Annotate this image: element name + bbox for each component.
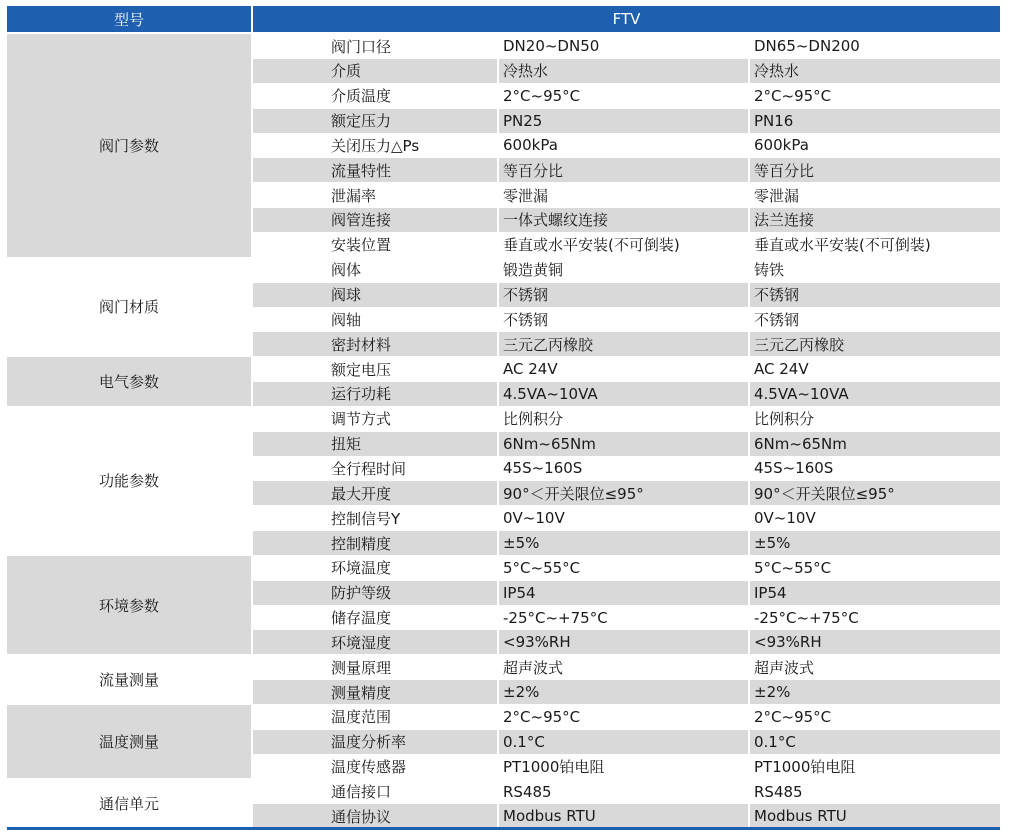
param-name-cell: 防护等级 — [253, 581, 497, 605]
table-row — [253, 34, 1000, 58]
table-row — [253, 84, 1000, 108]
param-value-cell: 0V~10V — [499, 506, 748, 530]
param-name-cell: 额定压力 — [253, 109, 497, 133]
table-row — [253, 680, 1000, 704]
param-value-cell: IP54 — [499, 581, 748, 605]
param-value-cell: ±5% — [499, 531, 748, 555]
param-name-cell: 测量精度 — [253, 680, 497, 704]
param-value-cell: 0.1°C — [750, 730, 1000, 754]
param-name-cell: 通信接口 — [253, 780, 497, 804]
param-value-cell: -25°C~+75°C — [499, 606, 748, 630]
param-value-cell: 2°C~95°C — [750, 84, 1000, 108]
param-value-cell: DN65~DN200 — [750, 34, 1000, 58]
param-value-cell: 等百分比 — [750, 158, 1000, 182]
param-name-cell: 测量原理 — [253, 655, 497, 679]
param-value-cell: 5°C~55°C — [750, 556, 1000, 580]
table-row — [253, 283, 1000, 307]
param-value-cell: 冷热水 — [499, 59, 748, 83]
table-row — [253, 506, 1000, 530]
group-label: 阀门参数 — [7, 34, 251, 257]
param-value-cell: 三元乙丙橡胶 — [499, 332, 748, 356]
table-row — [253, 183, 1000, 207]
table-row — [253, 432, 1000, 456]
param-value-cell: 45S~160S — [499, 456, 748, 480]
table-row — [253, 208, 1000, 232]
param-value-cell: 一体式螺纹连接 — [499, 208, 748, 232]
param-value-cell: 不锈钢 — [750, 283, 1000, 307]
table-row — [253, 730, 1000, 754]
param-value-cell: 6Nm~65Nm — [499, 432, 748, 456]
table-row — [253, 307, 1000, 331]
param-name-cell: 储存温度 — [253, 606, 497, 630]
group-label: 通信单元 — [7, 780, 251, 829]
param-value-cell: 超声波式 — [499, 655, 748, 679]
table-row — [253, 109, 1000, 133]
param-value-cell: 零泄漏 — [750, 183, 1000, 207]
param-name-cell: 调节方式 — [253, 407, 497, 431]
group-label: 温度测量 — [7, 705, 251, 779]
param-value-cell: IP54 — [750, 581, 1000, 605]
param-value-cell: 90°＜开关限位≤95° — [499, 481, 748, 505]
param-name-cell: 运行功耗 — [253, 382, 497, 406]
table-row — [253, 531, 1000, 555]
param-value-cell: 5°C~55°C — [499, 556, 748, 580]
table-row — [253, 233, 1000, 257]
table-row — [253, 382, 1000, 406]
group-label: 功能参数 — [7, 407, 251, 555]
param-value-cell: 不锈钢 — [750, 307, 1000, 331]
param-value-cell: PT1000铂电阻 — [499, 755, 748, 779]
table-row — [253, 158, 1000, 182]
param-value-cell: 0V~10V — [750, 506, 1000, 530]
param-name-cell: 阀门口径 — [253, 34, 497, 58]
table-row — [253, 59, 1000, 83]
param-value-cell: 三元乙丙橡胶 — [750, 332, 1000, 356]
table-row — [253, 332, 1000, 356]
table-row — [253, 407, 1000, 431]
table-row — [253, 258, 1000, 282]
param-name-cell: 阀球 — [253, 283, 497, 307]
table-row — [253, 606, 1000, 630]
table-row — [253, 481, 1000, 505]
header-model-value: FTV — [253, 6, 1000, 32]
bottom-divider — [7, 827, 1000, 830]
param-name-cell: 全行程时间 — [253, 456, 497, 480]
table-row — [253, 780, 1000, 804]
param-name-cell: 温度范围 — [253, 705, 497, 729]
param-name-cell: 最大开度 — [253, 481, 497, 505]
table-row — [253, 456, 1000, 480]
param-name-cell: 温度传感器 — [253, 755, 497, 779]
param-value-cell: 4.5VA~10VA — [499, 382, 748, 406]
param-name-cell: 环境湿度 — [253, 630, 497, 654]
param-value-cell: <93%RH — [499, 630, 748, 654]
param-name-cell: 环境温度 — [253, 556, 497, 580]
table-row — [253, 133, 1000, 157]
param-value-cell: 零泄漏 — [499, 183, 748, 207]
param-name-cell: 介质温度 — [253, 84, 497, 108]
param-value-cell: 不锈钢 — [499, 307, 748, 331]
param-value-cell: 不锈钢 — [499, 283, 748, 307]
param-value-cell: RS485 — [750, 780, 1000, 804]
param-value-cell: 6Nm~65Nm — [750, 432, 1000, 456]
param-name-cell: 流量特性 — [253, 158, 497, 182]
param-name-cell: 介质 — [253, 59, 497, 83]
param-value-cell: ±5% — [750, 531, 1000, 555]
param-value-cell: 0.1°C — [499, 730, 748, 754]
table-row — [253, 630, 1000, 654]
param-value-cell: 4.5VA~10VA — [750, 382, 1000, 406]
param-name-cell: 通信协议 — [253, 804, 497, 828]
param-value-cell: 600kPa — [499, 133, 748, 157]
param-name-cell: 关闭压力△Ps — [253, 133, 497, 157]
param-value-cell: RS485 — [499, 780, 748, 804]
param-name-cell: 泄漏率 — [253, 183, 497, 207]
param-name-cell: 控制信号Y — [253, 506, 497, 530]
param-value-cell: 90°＜开关限位≤95° — [750, 481, 1000, 505]
table-row — [253, 655, 1000, 679]
param-name-cell: 扭矩 — [253, 432, 497, 456]
param-value-cell: <93%RH — [750, 630, 1000, 654]
param-value-cell: 垂直或水平安装(不可倒装) — [499, 233, 748, 257]
param-value-cell: 铸铁 — [750, 258, 1000, 282]
param-value-cell: 法兰连接 — [750, 208, 1000, 232]
param-value-cell: 等百分比 — [499, 158, 748, 182]
param-value-cell: 45S~160S — [750, 456, 1000, 480]
param-value-cell: -25°C~+75°C — [750, 606, 1000, 630]
param-value-cell: Modbus RTU — [750, 804, 1000, 828]
header-model-label: 型号 — [7, 6, 251, 32]
param-value-cell: PN25 — [499, 109, 748, 133]
param-value-cell: 2°C~95°C — [499, 705, 748, 729]
param-value-cell: 锻造黄铜 — [499, 258, 748, 282]
group-label: 环境参数 — [7, 556, 251, 654]
table-row — [253, 705, 1000, 729]
param-value-cell: AC 24V — [750, 357, 1000, 381]
param-value-cell: ±2% — [499, 680, 748, 704]
param-value-cell: AC 24V — [499, 357, 748, 381]
param-value-cell: 600kPa — [750, 133, 1000, 157]
param-name-cell: 阀管连接 — [253, 208, 497, 232]
group-label: 流量测量 — [7, 655, 251, 704]
param-name-cell: 额定电压 — [253, 357, 497, 381]
table-row — [253, 357, 1000, 381]
param-name-cell: 安装位置 — [253, 233, 497, 257]
param-name-cell: 阀轴 — [253, 307, 497, 331]
param-name-cell: 温度分析率 — [253, 730, 497, 754]
table-row — [253, 804, 1000, 828]
param-value-cell: 冷热水 — [750, 59, 1000, 83]
param-value-cell: DN20~DN50 — [499, 34, 748, 58]
group-label: 电气参数 — [7, 357, 251, 406]
param-name-cell: 密封材料 — [253, 332, 497, 356]
param-name-cell: 阀体 — [253, 258, 497, 282]
table-row — [253, 556, 1000, 580]
group-label: 阀门材质 — [7, 258, 251, 356]
table-row — [253, 581, 1000, 605]
param-value-cell: PN16 — [750, 109, 1000, 133]
param-name-cell: 控制精度 — [253, 531, 497, 555]
param-value-cell: ±2% — [750, 680, 1000, 704]
param-value-cell: 垂直或水平安装(不可倒装) — [750, 233, 1000, 257]
param-value-cell: PT1000铂电阻 — [750, 755, 1000, 779]
param-value-cell: 2°C~95°C — [750, 705, 1000, 729]
param-value-cell: 比例积分 — [499, 407, 748, 431]
param-value-cell: Modbus RTU — [499, 804, 748, 828]
param-value-cell: 2°C~95°C — [499, 84, 748, 108]
param-value-cell: 比例积分 — [750, 407, 1000, 431]
table-row — [253, 755, 1000, 779]
param-value-cell: 超声波式 — [750, 655, 1000, 679]
